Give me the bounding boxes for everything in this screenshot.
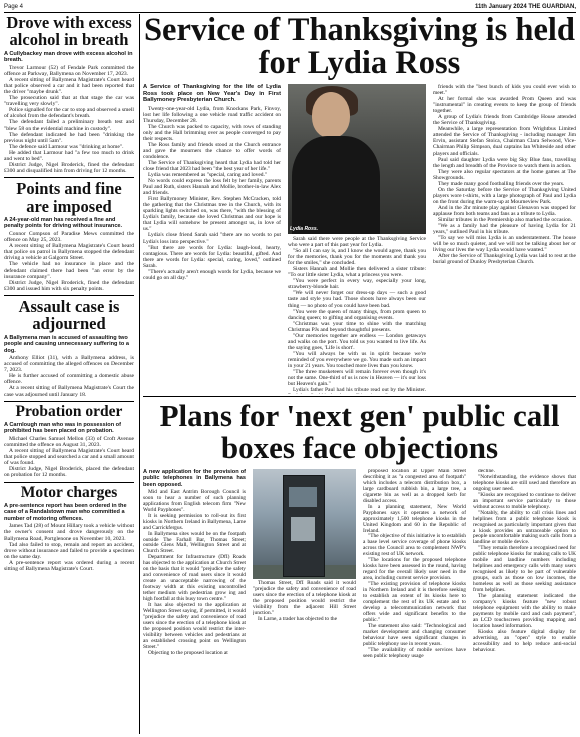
- story-lede: A Ballymena man is accused of assaulting two people and causing unnecessary suffering to a dog.: [4, 334, 129, 354]
- paragraph: And in the 2hr minute play against Glenavon was stopped for applause from both teams and fans as a tribute to Lydia.: [433, 204, 576, 217]
- story-lede: A new application for the provision of public telephones in Ballymena has been opposed.: [143, 469, 246, 488]
- story-body: [4, 436, 134, 479]
- paragraph: "You were perfect in every way, especially your long, strawberry-blonde hair.: [288, 278, 426, 291]
- story-assault-case: [4, 298, 134, 398]
- paragraph: "You were the queen of many things, from prom queen to dancing queen; to gifting and organising events.: [288, 308, 426, 321]
- page-number: Page 4: [4, 4, 24, 10]
- paragraph: "They remain therefore a recognised need for public telephone kiosks for making calls to UK mobile and landline numbers including helplines and emergency calls with many users recognised as likely to be part of vulnerable groups, such as those on low incomes, the homeless as well as those seeking assistance from helplines.: [473, 545, 576, 594]
- story-lede: A Carnlough man who was in possession of prohibited has been placed on probation.: [4, 421, 121, 435]
- paragraph: "You will always be with us in spirit because we're reminded of you everywhere we go. You made such an impact in your 21 years. You touched more lives than you know.: [288, 350, 426, 369]
- column-divider: [139, 14, 140, 734]
- paragraph: At a recent sitting of Ballymena Magistrate's Court the case was adjourned until January 18.: [4, 385, 134, 398]
- call-box-story: [143, 469, 576, 734]
- main-headline: Service of Thanksgiving is held for Lydia Ross: [143, 14, 575, 81]
- paragraph: The prosecution said that at that stage the car was "travelling very slowly".: [4, 95, 134, 108]
- photo-caption: Lydia Ross.: [290, 225, 319, 232]
- photo-kiosk-keypad: [291, 517, 315, 541]
- story-lede: A Service of Thanksgiving for the life of Lydia Ross took place on New Year's Day in First Ballymoney Presbyterian Church.: [143, 84, 281, 103]
- paragraph: He is further accused of committing a domestic abuse offence.: [4, 373, 134, 386]
- paragraph: The vehicle had no insurance in place and the defendant claimed there had been "an error by the insurance company".: [4, 261, 134, 280]
- paragraph: At her formal she was awarded Prom Queen and was "instrumental" in creating events to keep the group of friends together.: [433, 96, 576, 115]
- section-divider: [143, 396, 576, 397]
- story-points-and-fine: [4, 180, 134, 292]
- paragraph: "Our memories together are endless — London getaways and walks on the port. You told us you wanted to live life. As the saying goes, 'Life is short'.: [288, 332, 426, 351]
- paragraph: Paul said daughter Lydia were big Sky Blue fans, travelling the length and breadth of the Province to watch them in action.: [433, 156, 576, 169]
- photo-kiosk-screen: [289, 487, 317, 507]
- paragraph: In Ballymena sites would be on the footpath outside The Farhall Bar, Thomas Street; outside Glens Mall, Wellington Street and at Church Street.: [143, 530, 246, 555]
- divider: [4, 482, 134, 483]
- paragraph: A recent sitting of Ballymena Magistrate's Court heard that police on patrol in Ballymena stopped the defendant driving a vehicle at Galgorm Street.: [4, 243, 134, 262]
- page-header: [4, 2, 576, 13]
- paragraph: "To say we will miss Lydia is an understatement. The house will be so much quieter, and we will not be talking about her or living our lives the way Lydia would have wanted.": [433, 235, 576, 254]
- paragraph: Connor Compson of Paradise Mews committed the offence on May 25, 2023.: [4, 230, 134, 244]
- call-box-column-2: [253, 469, 356, 734]
- story-headline: Assault case is adjourned: [18, 296, 120, 334]
- paragraph: The Service of Thanksgiving heard that Lydia had told her close friend that 2023 had been "the best year of her life.": [143, 159, 281, 172]
- paragraph: On the Saturday before the Service of Thanksgiving United players wore t-shirts, with a large photograph of Paul and Lydia on the front during the warm-up at Mourneview Park.: [433, 186, 576, 205]
- paragraph: proposed location at Upper Main Street describing it as "a congested area of footpath" which includes a telecom distribution box, a large cardboard rubbish bin, a large tree, a cigarette bin as well as a dropped kerb for disabled access.: [363, 469, 466, 504]
- call-box-photo: [253, 469, 356, 579]
- paragraph: After the Service of Thanksgiving Lydia was laid to rest at the burial ground of Dunloy Presbyterian Church.: [433, 253, 576, 266]
- paragraph: "Notwithstanding, the evidence shows that telephone kiosks are still used and therefore an ongoing user need.: [473, 473, 576, 492]
- paragraph: "We will never forget our dress-up days — such a good taste and style you had. Those shoots have always been our thing — no photo of you could have been bad.: [288, 290, 426, 309]
- story-lede: A 24-year-old man has received a fine and penalty points for driving without insurance.: [4, 216, 123, 230]
- paragraph: The defendant failed a preliminary breath test and "blew 58 on the evidential machine in custody".: [4, 119, 134, 132]
- story-lede: A Cullybackey man drove with excess alcohol in breath.: [4, 50, 133, 64]
- main-story-column-3: [433, 84, 576, 394]
- paragraph: "Kiosks are recognised to continue to deliver an important service particularly to those without access to mobile telephony.: [473, 491, 576, 510]
- second-headline: Plans for 'next gen' public call boxes face objections: [159, 398, 560, 465]
- divider: [4, 401, 134, 402]
- paragraph: Sarah said there were people at the Thanksgiving Service who were a part of this past year for Lydia.: [288, 236, 426, 249]
- paragraph: It has also objected to the application at Wellington Street saying, if permitted, it would "prejudice the safety and convenience of road users since the erection of a telephone kiosk at the proposed position would restrict the inter-visibility between vehicles and pedestrians at an established crossing point on Wellington Street.": [143, 602, 246, 650]
- paragraph: Anthony Elliot (31), with a Ballymena address, is accused of committing the alleged offences on December 7, 2023.: [4, 355, 134, 374]
- paragraph: "The existing provision of telephone kiosks in Northern Ireland and it is therefore seeking to establish an extent of its kiosks here to complement the rest of its UK estate and to develop a telecommunication network that offers wide and significant benefits to the public.": [363, 581, 466, 623]
- paragraph: No words could express the loss felt by her family, parents Paul and Ruth, sisters Hannah and Mollie, brother-in-law Alex and friends.: [143, 178, 281, 197]
- paragraph: "The three musketeers will remain forever even though it's not the same. One-third of us is now in Heaven — it's our loss but Heaven's gain.": [288, 369, 426, 388]
- paragraph: "The locations for the proposed telephone kiosks have been assessed in the round, having regard for the overall likely user need in the area, including current service provision.: [363, 557, 466, 582]
- paragraph: Lydia's close friend Sarah said "there are no words to put Lydia's loss into perspective.": [143, 232, 281, 245]
- paragraph: District Judge, Nigel Broderick, placed the defendant on probation for 12 months.: [4, 466, 134, 479]
- photo-body-shape: [292, 136, 380, 234]
- paragraph: Similar tributes in the Premiership also marked the occasion.: [438, 217, 572, 224]
- paragraph: District Judge, Nigel Broderick, fined the defendant £300 and issued him with six penalty points.: [4, 279, 134, 292]
- paragraph: James Tad (28) of Mount Hillary took a vehicle without the owner's consent and drove dangerously on the Ballymena Road, Portglenone on November 10, 2023.: [4, 523, 134, 542]
- paragraph: District Judge, Nigel Broderick, fined the defendant £300 and disqualified him from driving for 12 months.: [4, 162, 134, 175]
- paragraph: "The availability of mobile services have seen public telephony usage: [363, 646, 466, 659]
- paragraph: Sisters Hannah and Mollie then delivered a sister tribute: "To our little sister Lydia, what a princess you were.: [288, 266, 426, 279]
- call-box-column-4: [473, 469, 576, 734]
- paragraph: "The objective of this initiative is to establish a base level service coverage of phone kiosks across the Council area to complement NWP's existing rest of UK network.: [363, 533, 466, 558]
- paragraph: In a planning statement, New World Payphones says it operates a network of approximately 1,500 telephone kiosks in the United Kingdom and 60 in the Republic of Ireland.: [363, 503, 466, 534]
- story-probation-order: [4, 404, 134, 479]
- story-headline: Points and fine are imposed: [16, 179, 122, 216]
- paragraph: Police signalled for the car to stop and observed a smell of alcohol from the defendant's breath.: [4, 107, 134, 120]
- call-box-column-3: [363, 469, 466, 734]
- paragraph: A recent sitting of Ballymena Magistrate's Court heard that police observed a car and it had been reported that the driver "maybe drunk".: [4, 76, 134, 95]
- paragraph: friends with the "best bunch of kids you could ever wish to meet.": [433, 84, 576, 97]
- main-story: [143, 84, 576, 394]
- paragraph: They made many good footballing friends over the years.: [438, 180, 565, 187]
- paragraph: "Notably, the ability to call crisis lines and helplines from a public telephone kiosk is recognised as particularly important given that a kiosk provides an untraceable option to people uncomfortable making such calls from a landline or mobile device.: [473, 509, 576, 546]
- paragraph: The Ross family and friends stood at the Church entrance and gave the mourners the chance to offer words of condolence.: [143, 141, 281, 160]
- story-body: [4, 355, 134, 398]
- paragraph: The statement also said: "Technological and market development and changing consumer behaviour have seen significant changes in public telephony use in recent years.: [363, 622, 466, 647]
- paragraph: Lydia's father Paul had his tribute read out by the Minister.: [293, 387, 426, 394]
- issue-date-text: 11th January 2024: [474, 4, 527, 10]
- paragraph: He added that Larmour had "a few too much to drink and went to bed".: [4, 149, 134, 163]
- paragraph: Twenty-one-year-old Lydia, from Knockans Park, Finvoy, lost her life following a one vehicle road traffic accident on Thursday, December 28.: [143, 105, 281, 124]
- divider: [4, 177, 134, 178]
- masthead-name: THE GUARDIAN,: [528, 4, 576, 10]
- paragraph: The defence said Larmour was "drinking at home".: [9, 143, 124, 150]
- story-body: [4, 65, 134, 175]
- paragraph: A recent sitting of Ballymena Magistrate's Court heard that police stopped and searched a car and a small amount of was found.: [4, 448, 134, 467]
- court-news-column: [4, 14, 134, 734]
- paragraph: Thomas Street, DfI Roads said it would "prejudice the safety and convenience of road users since the erection of a telephone kiosk at the proposed position would restrict the visibility from the adjacent Hill Street junction.": [253, 580, 356, 616]
- main-area: [143, 14, 576, 734]
- paragraph: "So all I can say is, and I know she would agree, thank you for the memories, thank you for the moments and thank you for the smiles," she concluded.: [288, 248, 426, 267]
- paragraph: Trevor Larmour (52) of Fendale Park committed the offence at Parkway, Ballymena on November 17, 2023.: [4, 64, 134, 77]
- main-story-column-1: [143, 84, 281, 394]
- paragraph: "There's actually aren't enough words for Lydia, because we could go on all day.": [143, 268, 281, 281]
- story-headline: Motor charges: [20, 483, 118, 501]
- paragraph: A group of Lydia's friends from Cambridge House attended the Service of Thanksgiving.: [433, 114, 576, 127]
- paragraph: Michael Charles Samuel Mellon (33) of Croft Avenue committed the offence on August 31, 2023.: [4, 435, 134, 449]
- story-motor-charges: [4, 485, 134, 573]
- paragraph: They were also regular spectators at the home games at The Showgrounds.: [433, 168, 576, 181]
- paragraph: Tad also failed to stop, remain and report an accident, drove without insurance and failed to provide a specimen on the same day.: [4, 541, 134, 560]
- divider: [4, 295, 134, 296]
- paragraph: "But there are words for Lydia: laugh-loud, hearty, contagious. There are words for Lydia: beautiful, gifted. And there are words for Lydia: special, caring, loved," outlined Sarah.: [143, 244, 281, 269]
- issue-date: [475, 2, 576, 12]
- story-drove-excess-alcohol: [4, 14, 134, 174]
- paragraph: Department for Infrastructure (DfI) Roads has objected to the application at Church Street on the basis that it would "prejudice the safety and convenience of road users since it would create an unacceptable narrowing of the footway width at this existing uncontrolled tether medium with pedestrian grow ing and high footfall at this busy town centre.": [143, 554, 246, 603]
- paragraph: Mid and East Antrim Borough Council is soon to hear a number of such planning applications from English telecom firm "New World Payphones".: [143, 488, 246, 513]
- paragraph: The planning statement indicated the company's kiosks feature "new robust telephone equipment with the ability to make payments by mobile card and cash payment", an LCD touchscreen providing mapping and location based information.: [473, 593, 576, 629]
- paragraph: The Church was packed to capacity, with rows of standing only and the Hall brimming over as people converged to pay their respects.: [143, 123, 281, 142]
- story-body: [4, 523, 134, 572]
- story-lede: A pre-sentence report has been ordered in the case of a Randalstown man who committed a number of motoring offences.: [4, 502, 127, 522]
- paragraph: Objecting to the proposed location at: [148, 649, 228, 656]
- call-box-column-1: [143, 469, 246, 734]
- paragraph: In Larne, a trader has objected to the: [258, 615, 338, 622]
- paragraph: It is seeking permission to roll-out its first kiosks in Northern Ireland in Ballymena, Larne and Carrickfergus.: [143, 512, 246, 531]
- paragraph: Lydia was remembered as "special, caring and loved.": [148, 172, 268, 179]
- story-headline: Probation order: [15, 402, 123, 420]
- photo-face-shape: [312, 92, 350, 138]
- story-body: [4, 231, 134, 292]
- paragraph: "Christmas was your time to shine with the matching Christmas PJs and beyond thoughtful presents.: [288, 320, 426, 333]
- paragraph: Meanwhile, a large representation from Wrightbus Limited attended the Service of Thanksgiving - including manager Jim Ervin, assistant Stefan Stoica, Chairman Clara Selwood, Vice-Chairman Philip Simpson, dual captains Ian Whiteside and other players and officials.: [433, 126, 576, 157]
- story-headline: Drove with excess alcohol in breath: [6, 14, 132, 50]
- paragraph: "We as a family had the pleasure of having Lydia for 21 years," outlined Paul in his tribute.: [433, 223, 576, 236]
- paragraph: First Ballymoney Minister, Rev. Stephen McCracken, told the gathering that the Christmas tree in the Church, with its sparkling lights switched on, was there, "with the blessing of Lydia's family, because she loved Christmas and our hope is that Lydia will somehow be present amongst us, in love of us.": [143, 196, 281, 233]
- main-story-column-2: [288, 84, 426, 394]
- paragraph: decline.: [478, 469, 495, 474]
- paragraph: The defendant indicated he had been "drinking the previous night until 5am".: [4, 131, 134, 144]
- paragraph: Kiosks also feature digital display for advertising, an "open" style to enable accessibility and to help reduce anti-social behaviour.: [473, 628, 576, 653]
- paragraph: A pre-sentence report was ordered during a recent sitting of Ballymena Magistrate's Court.: [4, 559, 134, 572]
- lydia-ross-photo: [288, 84, 426, 234]
